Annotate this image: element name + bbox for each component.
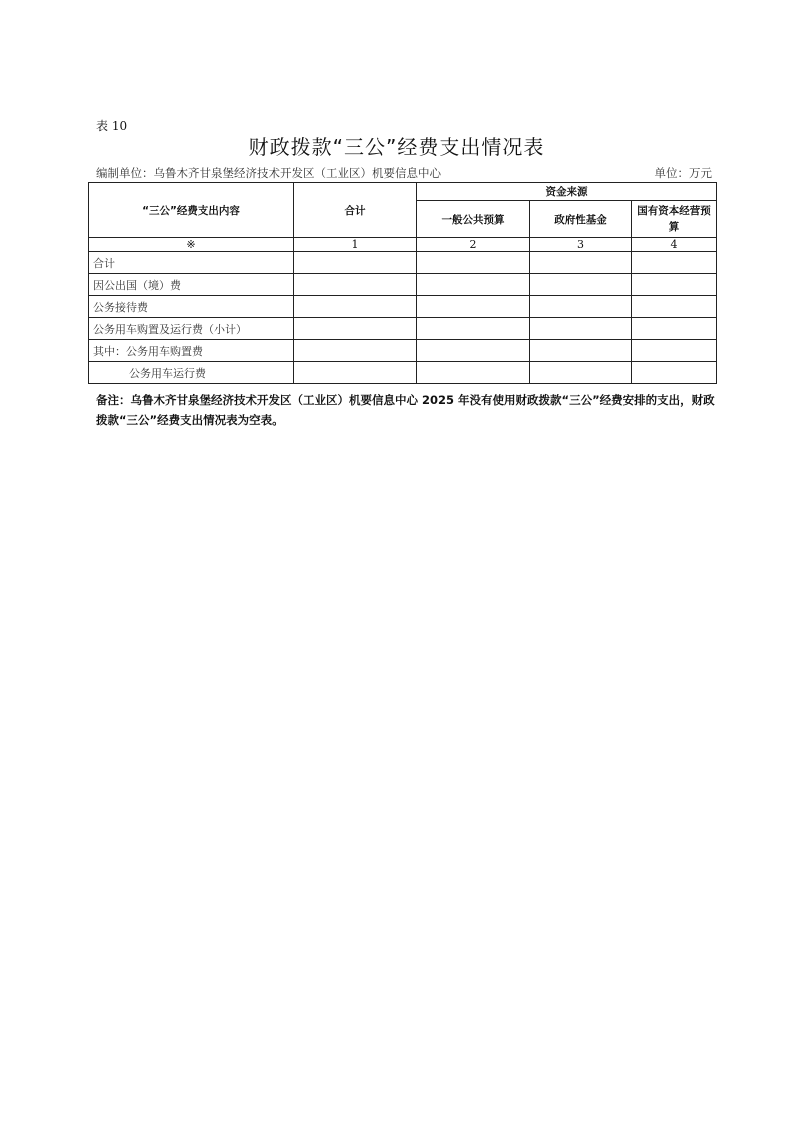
row-label: 公务用车运行费: [89, 362, 294, 384]
table-number: 表 10: [96, 119, 128, 133]
index-cell: 1: [294, 238, 417, 252]
value-cell: [294, 362, 417, 384]
value-cell: [530, 252, 632, 274]
header-source-group: 资金来源: [417, 183, 717, 201]
row-label: 其中：公务用车购置费: [89, 340, 294, 362]
index-row: [89, 238, 717, 252]
value-cell: [417, 340, 530, 362]
header-gov-fund: 政府性基金: [530, 201, 632, 238]
table-row: [89, 296, 717, 318]
value-cell: [530, 296, 632, 318]
value-cell: [530, 318, 632, 340]
row-label: 合计: [89, 252, 294, 274]
value-cell: [530, 362, 632, 384]
value-cell: [632, 340, 717, 362]
table-row: [89, 362, 717, 384]
value-cell: [632, 296, 717, 318]
header-general-budget: 一般公共预算: [417, 201, 530, 238]
value-cell: [294, 318, 417, 340]
value-cell: [417, 318, 530, 340]
org-label: 编制单位：乌鲁木齐甘泉堡经济技术开发区（工业区）机要信息中心: [96, 166, 441, 180]
index-cell: ※: [89, 238, 294, 252]
expense-table: [88, 182, 717, 384]
value-cell: [417, 296, 530, 318]
header-item: “三公”经费支出内容: [89, 183, 294, 238]
index-cell: 2: [417, 238, 530, 252]
header-state-capital: 国有资本经营预算: [632, 201, 717, 238]
value-cell: [294, 296, 417, 318]
value-cell: [294, 252, 417, 274]
index-cell: 3: [530, 238, 632, 252]
value-cell: [530, 340, 632, 362]
value-cell: [417, 274, 530, 296]
header-total: 合计: [294, 183, 417, 238]
value-cell: [632, 362, 717, 384]
row-label: 因公出国（境）费: [89, 274, 294, 296]
unit-row: [96, 165, 712, 181]
value-cell: [530, 274, 632, 296]
index-cell: 4: [632, 238, 717, 252]
value-cell: [417, 362, 530, 384]
page-title: 财政拨款“三公”经费支出情况表: [248, 135, 545, 159]
value-cell: [632, 252, 717, 274]
unit-label: 单位：万元: [654, 166, 712, 180]
row-label: 公务接待费: [89, 296, 294, 318]
row-label: 公务用车购置及运行费（小计）: [89, 318, 294, 340]
table-row: [89, 252, 717, 274]
value-cell: [294, 274, 417, 296]
note: 备注：乌鲁木齐甘泉堡经济技术开发区（工业区）机要信息中心 2025 年没有使用财政拨款“三公”经费安排的支出，财政拨款“三公”经费支出情况表为空表。: [96, 393, 715, 427]
value-cell: [417, 252, 530, 274]
value-cell: [632, 274, 717, 296]
table-row: [89, 274, 717, 296]
table-row: [89, 318, 717, 340]
value-cell: [294, 340, 417, 362]
value-cell: [632, 318, 717, 340]
table-row: [89, 340, 717, 362]
